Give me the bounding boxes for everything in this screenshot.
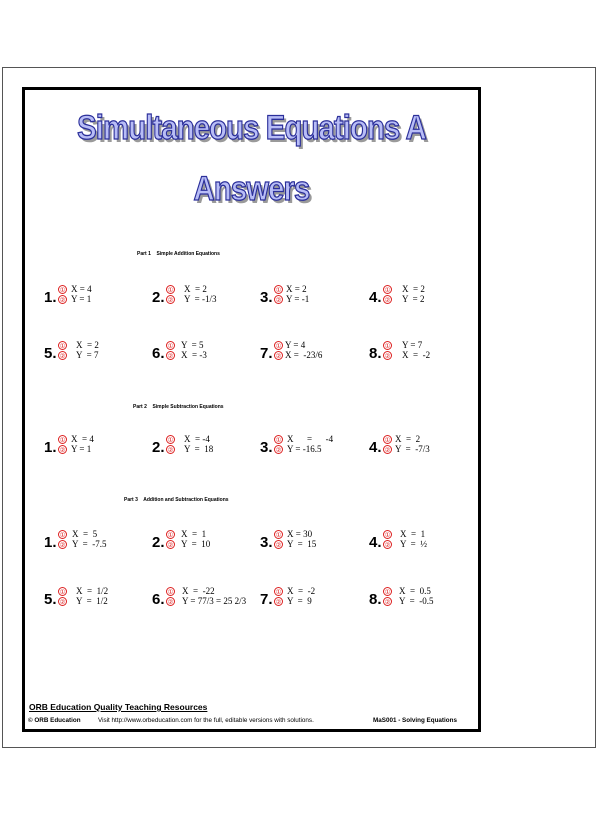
question-number: 5.: [44, 345, 57, 362]
equation-2-marker: ②: [275, 353, 282, 360]
answer-line-2: Y = 18: [184, 444, 214, 454]
answer-item: [44, 529, 144, 557]
equation-1-marker: ①: [275, 437, 282, 444]
worksheet-title: Simultaneous Equations A: [77, 109, 426, 147]
question-number: 4.: [369, 534, 382, 551]
answer-line-2: Y = ½: [400, 539, 427, 549]
answer-item: [152, 340, 252, 368]
answer-item: [260, 434, 360, 462]
equation-2-marker: ②: [275, 447, 282, 454]
answer-line-2: X = -2: [402, 350, 431, 360]
answer-item: [260, 529, 360, 557]
answer-item: [369, 340, 469, 368]
answer-line-1: X = 5: [72, 529, 98, 539]
equation-1-marker: ①: [167, 287, 174, 294]
equation-2-marker: ②: [384, 297, 391, 304]
answer-line-1: X = 30: [287, 529, 313, 539]
equation-2-marker: ②: [167, 353, 174, 360]
answer-line-1: X = 2: [402, 284, 425, 294]
answer-line-1: X = -4: [287, 434, 334, 444]
equation-2-marker: ②: [275, 542, 282, 549]
answer-line-2: Y = 2: [402, 294, 425, 304]
answer-line-1: X = 2: [286, 284, 307, 294]
answer-line-2: X = -23/6: [285, 350, 323, 360]
equation-2-marker: ②: [59, 297, 66, 304]
answer-line-2: Y = -16.5: [287, 444, 322, 454]
answer-line-2: Y = -7.5: [72, 539, 107, 549]
answer-line-2: Y = 15: [287, 539, 317, 549]
answer-line-1: Y = 7: [402, 340, 423, 350]
equation-2-marker: ②: [167, 297, 174, 304]
equation-1-marker: ①: [384, 343, 391, 350]
equation-2-marker: ②: [384, 353, 391, 360]
answer-line-2: Y = 9: [287, 596, 312, 606]
answer-item: [369, 284, 469, 312]
part-2-heading: Part 2 Simple Subtraction Equations: [133, 404, 224, 410]
answer-line-1: X = 1/2: [76, 586, 109, 596]
equation-2-marker: ②: [59, 542, 66, 549]
answer-line-2: Y = 10: [181, 539, 211, 549]
answer-line-1: X = 4: [71, 284, 92, 294]
equation-2-marker: ②: [59, 353, 66, 360]
equation-2-marker: ②: [275, 599, 282, 606]
answer-line-1: X = 1: [400, 529, 426, 539]
equation-2-marker: ②: [59, 599, 66, 606]
question-number: 1.: [44, 289, 57, 306]
answer-line-2: Y = 77/3 = 25 2/3: [182, 596, 247, 606]
equation-1-marker: ①: [167, 589, 174, 596]
answer-item: [44, 340, 144, 368]
answer-item: [152, 529, 252, 557]
equation-1-marker: ①: [275, 343, 282, 350]
question-number: 8.: [369, 345, 382, 362]
answer-item: [44, 434, 144, 462]
question-number: 7.: [260, 345, 273, 362]
equation-1-marker: ①: [384, 437, 391, 444]
worksheet-subtitle: Answers: [193, 170, 310, 208]
answer-line-2: X = -3: [181, 350, 207, 360]
answer-line-1: X = 0.5: [399, 586, 431, 596]
answer-item: [152, 434, 252, 462]
answer-line-1: Y = 4: [285, 340, 306, 350]
equation-1-marker: ①: [275, 532, 282, 539]
answer-item: [260, 340, 360, 368]
equation-1-marker: ①: [384, 589, 391, 596]
equation-1-marker: ①: [275, 589, 282, 596]
answer-item: [44, 586, 144, 614]
answer-line-2: Y = -7/3: [395, 444, 430, 454]
equation-1-marker: ①: [167, 343, 174, 350]
answer-line-1: X = -22: [182, 586, 215, 596]
answer-line-2: Y = -0.5: [399, 596, 434, 606]
question-number: 7.: [260, 591, 273, 608]
equation-2-marker: ②: [167, 599, 174, 606]
equation-1-marker: ①: [167, 532, 174, 539]
answer-item: [369, 434, 469, 462]
equation-2-marker: ②: [167, 447, 174, 454]
answer-line-2: Y = -1: [286, 294, 310, 304]
question-number: 2.: [152, 439, 165, 456]
question-number: 1.: [44, 439, 57, 456]
answer-line-1: X = 1: [181, 529, 207, 539]
equation-1-marker: ①: [59, 343, 66, 350]
question-number: 3.: [260, 289, 273, 306]
equation-1-marker: ①: [59, 287, 66, 294]
equation-2-marker: ②: [59, 447, 66, 454]
question-number: 3.: [260, 439, 273, 456]
answer-item: [260, 586, 360, 614]
answer-line-1: X = 4: [71, 434, 94, 444]
equation-2-marker: ②: [384, 542, 391, 549]
equation-2-marker: ②: [384, 599, 391, 606]
answer-line-1: X = -4: [184, 434, 210, 444]
equation-1-marker: ①: [384, 532, 391, 539]
answer-item: [44, 284, 144, 312]
answer-line-2: Y = 1: [71, 444, 92, 454]
equation-1-marker: ①: [167, 437, 174, 444]
question-number: 6.: [152, 591, 165, 608]
question-number: 3.: [260, 534, 273, 551]
answer-line-1: X = 2: [76, 340, 99, 350]
part-3-heading: Part 3 Addition and Subtraction Equations: [124, 497, 229, 503]
footer-copyright: © ORB Education: [28, 717, 81, 724]
part-1-heading: Part 1 Simple Addition Equations: [137, 251, 220, 257]
equation-1-marker: ①: [275, 287, 282, 294]
equation-1-marker: ①: [59, 532, 66, 539]
answer-line-2: Y = -1/3: [184, 294, 217, 304]
equation-2-marker: ②: [384, 447, 391, 454]
question-number: 5.: [44, 591, 57, 608]
question-number: 6.: [152, 345, 165, 362]
equation-2-marker: ②: [275, 297, 282, 304]
answer-line-1: X = 2: [184, 284, 207, 294]
question-number: 2.: [152, 534, 165, 551]
equation-1-marker: ①: [59, 589, 66, 596]
footer-visit-link[interactable]: Visit http://www.orbeducation.com for the full, editable versions with solutions.: [98, 717, 314, 724]
answer-line-2: Y = 1: [71, 294, 92, 304]
answer-line-1: Y = 5: [181, 340, 204, 350]
question-number: 1.: [44, 534, 57, 551]
equation-2-marker: ②: [167, 542, 174, 549]
question-number: 8.: [369, 591, 382, 608]
question-number: 4.: [369, 289, 382, 306]
answer-item: [369, 586, 469, 614]
answer-item: [152, 586, 252, 614]
answer-line-2: Y = 7: [76, 350, 99, 360]
question-number: 4.: [369, 439, 382, 456]
answer-item: [369, 529, 469, 557]
answer-item: [152, 284, 252, 312]
answer-line-2: Y = 1/2: [76, 596, 108, 606]
answer-line-1: X = -2: [287, 586, 316, 596]
question-number: 2.: [152, 289, 165, 306]
footer-code: MaS001 - Solving Equations: [373, 717, 457, 724]
equation-1-marker: ①: [384, 287, 391, 294]
answer-line-1: X = 2: [395, 434, 421, 444]
answer-item: [260, 284, 360, 312]
equation-1-marker: ①: [59, 437, 66, 444]
footer-title: ORB Education Quality Teaching Resources: [29, 702, 208, 712]
